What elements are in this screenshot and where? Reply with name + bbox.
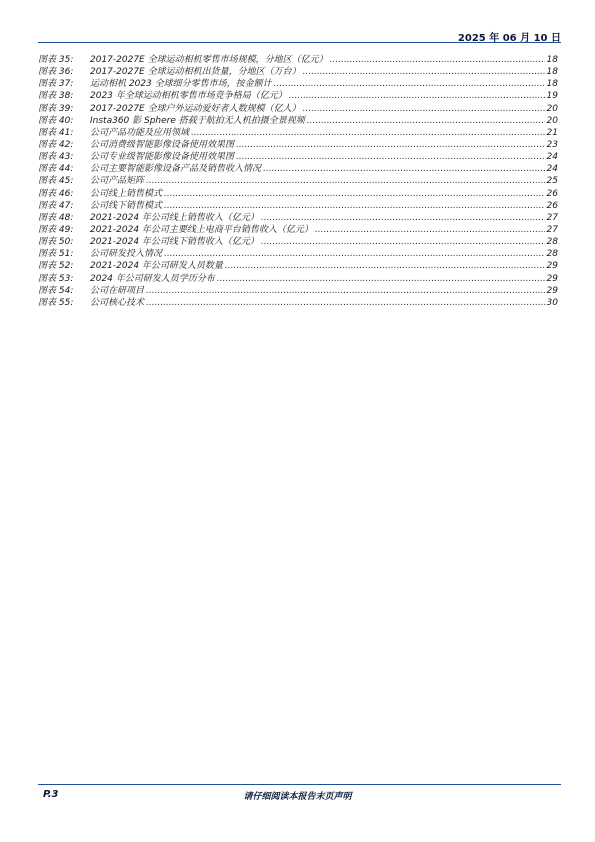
- dot-leader: [225, 260, 545, 272]
- toc-entry-label: 图表 37:: [38, 79, 74, 90]
- toc-entry[interactable]: [38, 127, 558, 139]
- toc-entry-label: 图表 48:: [38, 212, 74, 223]
- toc-entry-title: 公司消费级智能影像设备使用效果图: [90, 139, 235, 150]
- toc-entry[interactable]: [38, 248, 558, 260]
- toc-entry-title: 2017-2027E 全球运动相机零售市场规模，分地区（亿元）: [90, 55, 328, 65]
- toc-entry-title: 公司在研项目: [90, 285, 145, 296]
- dot-leader: [191, 127, 545, 139]
- dot-leader: [146, 285, 545, 297]
- toc-entry-page: 25: [546, 176, 558, 187]
- dot-leader: [236, 151, 545, 163]
- toc-entry-title: 公司核心技术: [90, 297, 145, 308]
- toc-entry-title: 公司专业级智能影像设备使用效果图: [90, 152, 235, 163]
- toc-entry-page: 23: [546, 139, 558, 150]
- toc-entry-page: 28: [546, 237, 558, 248]
- dot-leader: [330, 54, 545, 66]
- dot-leader: [263, 163, 545, 175]
- toc-entry-label: 图表 39:: [38, 103, 74, 114]
- toc-entry-label: 图表 49:: [38, 224, 74, 235]
- toc-entry[interactable]: [38, 236, 558, 248]
- toc-entry-label: 图表 44:: [38, 164, 74, 175]
- dot-leader: [236, 139, 545, 151]
- toc-entry-page: 28: [546, 249, 558, 260]
- toc-entry[interactable]: [38, 212, 558, 224]
- toc-entry-page: 18: [546, 79, 558, 90]
- dot-leader: [164, 248, 545, 260]
- toc-entry[interactable]: [38, 78, 558, 90]
- toc-entry[interactable]: [38, 273, 558, 285]
- toc-entry-page: 24: [546, 164, 558, 175]
- toc-entry-page: 27: [546, 224, 558, 235]
- toc-entry-label: 图表 51:: [38, 249, 74, 260]
- toc-entry-page: 18: [546, 55, 558, 65]
- toc-entry-title: 2017-2027E 全球户外运动爱好者人数规模（亿人）: [90, 103, 301, 114]
- toc-entry-label: 图表 35:: [38, 55, 74, 65]
- toc-entry[interactable]: [38, 188, 558, 200]
- toc-entry[interactable]: [38, 200, 558, 212]
- toc-entry[interactable]: [38, 115, 558, 127]
- toc-entry-label: 图表 50:: [38, 237, 74, 248]
- toc-entry-page: 18: [546, 67, 558, 78]
- toc-entry[interactable]: [38, 260, 558, 272]
- toc-entry-label: 图表 43:: [38, 152, 74, 163]
- dot-leader: [146, 297, 545, 309]
- dot-leader: [315, 224, 545, 236]
- toc-entry[interactable]: [38, 54, 558, 66]
- toc-entry-page: 29: [546, 261, 558, 272]
- page-number: P.3: [43, 789, 59, 800]
- toc-entry-page: 20: [546, 115, 558, 126]
- toc-entry[interactable]: [38, 175, 558, 187]
- toc-entry[interactable]: [38, 139, 558, 151]
- toc-entry-page: 29: [546, 273, 558, 284]
- toc-entry[interactable]: [38, 297, 558, 309]
- dot-leader: [261, 236, 545, 248]
- toc-entry[interactable]: [38, 90, 558, 102]
- toc-entry-label: 图表 42:: [38, 139, 74, 150]
- toc-entry-title: 2021-2024 年公司主要线上电商平台销售收入（亿元）: [90, 224, 313, 235]
- toc-entry[interactable]: [38, 285, 558, 297]
- dot-leader: [303, 103, 545, 115]
- dot-leader: [303, 66, 545, 78]
- toc-entry-page: 24: [546, 152, 558, 163]
- dot-leader: [164, 200, 545, 212]
- dot-leader: [146, 175, 545, 187]
- header-divider: [38, 42, 561, 43]
- toc-entry-page: 19: [546, 91, 558, 102]
- toc-entry[interactable]: [38, 103, 558, 115]
- dot-leader: [307, 115, 545, 127]
- toc-entry-title: 公司产品矩阵: [90, 176, 145, 187]
- toc-entry-title: 2021-2024 年公司线下销售收入（亿元）: [90, 237, 259, 248]
- toc-entry-page: 26: [546, 188, 558, 199]
- toc-entry[interactable]: [38, 66, 558, 78]
- dot-leader: [274, 78, 545, 90]
- toc-entry-title: 2024 年公司研发人员学历分布: [90, 273, 215, 284]
- toc-entry-page: 29: [546, 285, 558, 296]
- toc-entry-title: 公司主要智能影像设备产品及销售收入情况: [90, 164, 262, 175]
- dot-leader: [164, 188, 545, 200]
- toc-entry-title: 2017-2027E 全球运动相机出货量，分地区（万台）: [90, 67, 301, 78]
- toc-entry-label: 图表 47:: [38, 200, 74, 211]
- footer-divider: [38, 784, 561, 785]
- dot-leader: [289, 90, 545, 102]
- toc-entry-label: 图表 41:: [38, 127, 74, 138]
- dot-leader: [217, 273, 545, 285]
- toc-entry[interactable]: [38, 151, 558, 163]
- toc-entry-label: 图表 46:: [38, 188, 74, 199]
- table-of-figures: [38, 54, 558, 309]
- toc-entry-title: Insta360 影 Sphere 搭载于航拍无人机拍摄全景视频: [90, 115, 305, 126]
- toc-entry-title: 2023 年全球运动相机零售市场竞争格局（亿元）: [90, 91, 287, 102]
- toc-entry[interactable]: [38, 224, 558, 236]
- toc-entry-title: 运动相机 2023 全球细分零售市场，按金额计: [90, 79, 272, 90]
- toc-entry-title: 公司研发投入情况: [90, 249, 163, 260]
- toc-entry-label: 图表 38:: [38, 91, 74, 102]
- toc-entry-title: 2021-2024 年公司线上销售收入（亿元）: [90, 212, 259, 223]
- toc-entry-label: 图表 52:: [38, 261, 74, 272]
- dot-leader: [261, 212, 545, 224]
- toc-entry-label: 图表 45:: [38, 176, 74, 187]
- toc-entry-label: 图表 54:: [38, 285, 74, 296]
- toc-entry-title: 公司线上销售模式: [90, 188, 163, 199]
- toc-entry-title: 公司线下销售模式: [90, 200, 163, 211]
- toc-entry-label: 图表 40:: [38, 115, 74, 126]
- disclaimer-note: 请仔细阅读本报告末页声明: [243, 792, 352, 802]
- toc-entry-page: 26: [546, 200, 558, 211]
- toc-entry-page: 27: [546, 212, 558, 223]
- toc-entry-label: 图表 55:: [38, 297, 74, 308]
- toc-entry-title: 公司产品功能及应用领域: [90, 127, 190, 138]
- report-date: 2025 年 06 月 10 日: [457, 33, 561, 44]
- toc-entry-page: 20: [546, 103, 558, 114]
- toc-entry[interactable]: [38, 163, 558, 175]
- toc-entry-page: 21: [546, 127, 558, 138]
- toc-entry-page: 30: [546, 297, 558, 308]
- toc-entry-title: 2021-2024 年公司研发人员数量: [90, 261, 223, 272]
- toc-entry-label: 图表 36:: [38, 67, 74, 78]
- toc-entry-label: 图表 53:: [38, 273, 74, 284]
